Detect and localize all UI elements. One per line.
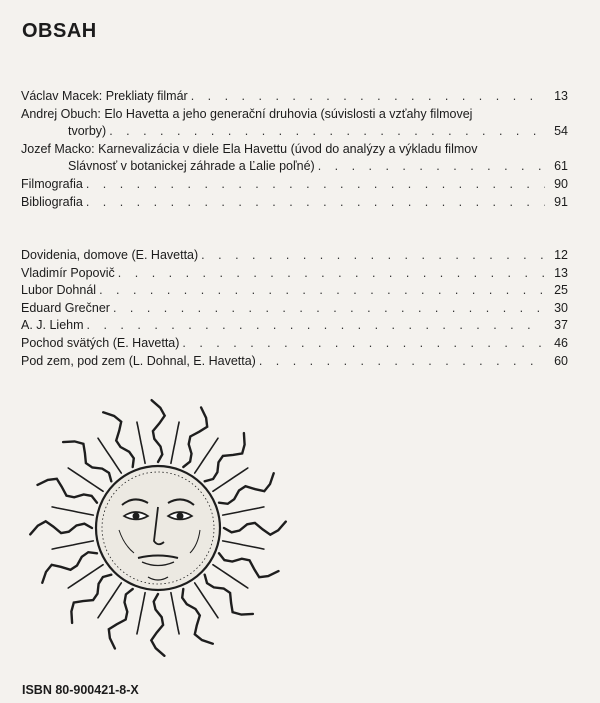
toc-entry-line	[21, 300, 568, 318]
toc-entry-title: Dovidenia, domove (E. Havetta)	[21, 248, 199, 262]
dot-leader	[201, 247, 545, 265]
toc-entry-line	[21, 353, 568, 371]
toc-entry	[21, 353, 568, 371]
dot-leader	[86, 176, 545, 194]
toc-entry-title: Slávnosť v botanickej záhrade a Ľalie poľné)	[68, 159, 315, 174]
dot-leader	[191, 88, 545, 106]
toc-entry-line	[21, 247, 568, 265]
page-title: OBSAH	[22, 20, 97, 42]
dot-leader	[318, 158, 545, 176]
toc-main-list	[21, 88, 568, 211]
toc-entry	[21, 247, 568, 265]
toc-entry	[21, 88, 568, 106]
toc-page-number: 30	[554, 300, 568, 315]
toc-entry-title: Lubor Dohnál	[21, 283, 97, 298]
toc-entry-title: Bibliografia	[21, 194, 83, 209]
toc-entry-line	[21, 158, 568, 176]
toc-entry	[21, 265, 568, 283]
toc-entry-title: Pochod svätých (E. Havetta)	[21, 335, 180, 350]
toc-entry-title: Andrej Obuch: Elo Havetta a jeho generační druhovia (súvislosti a vzťahy filmovej	[21, 106, 473, 121]
toc-entry	[21, 300, 568, 318]
toc-page-number: 37	[554, 318, 568, 333]
toc-entry-title: Jozef Macko: Karnevalizácia v diele Ela Havettu (úvod do analýzy a výkladu filmov	[21, 141, 478, 156]
toc-entry-title: Vladimír Popovič	[21, 265, 115, 280]
toc-entry	[21, 317, 568, 335]
dot-leader	[118, 265, 545, 283]
dot-leader	[113, 300, 545, 318]
toc-page-number: 60	[554, 353, 568, 368]
toc-page-number: 54	[554, 124, 568, 139]
toc-entry	[21, 176, 568, 194]
toc-entry	[21, 282, 568, 300]
toc-entry	[21, 141, 568, 176]
toc-page-number: 13	[554, 89, 568, 103]
toc-entry-line	[21, 335, 568, 353]
toc-page-number: 46	[554, 335, 568, 350]
toc-entry-line	[21, 317, 568, 335]
toc-page-number: 13	[554, 265, 568, 280]
toc-entry-line	[21, 106, 568, 124]
toc-entry-line	[21, 194, 568, 212]
toc-entry-line	[21, 123, 568, 141]
toc-entry-title: A. J. Liehm	[21, 318, 84, 333]
toc-page-number: 91	[554, 194, 568, 209]
toc-entry-line	[21, 88, 568, 106]
toc-page-number: 25	[554, 283, 568, 298]
toc-secondary-list	[21, 247, 568, 370]
toc-entry-title: Filmografia	[21, 176, 83, 191]
toc-entry	[21, 335, 568, 353]
toc-entry-title: Václav Macek: Prekliaty filmár	[21, 89, 188, 103]
dot-leader	[182, 335, 545, 353]
dot-leader	[86, 194, 545, 212]
toc-entry	[21, 106, 568, 141]
dot-leader	[109, 123, 545, 141]
toc-page-number: 12	[554, 248, 568, 262]
dot-leader	[87, 317, 545, 335]
toc-entry-line	[21, 282, 568, 300]
toc-entry-line	[21, 176, 568, 194]
toc-entry-title: Pod zem, pod zem (L. Dohnal, E. Havetta)	[21, 353, 256, 368]
toc-entry-title: tvorby)	[68, 124, 107, 139]
toc-entry-title: Eduard Grečner	[21, 300, 110, 315]
toc-page-number: 90	[554, 176, 568, 191]
toc-entry-line	[21, 265, 568, 283]
dot-leader	[259, 353, 545, 371]
toc-entry	[21, 194, 568, 212]
isbn: ISBN 80-900421-8-X	[22, 683, 139, 697]
sun-face-icon	[22, 395, 294, 657]
dot-leader	[99, 282, 545, 300]
toc-page-number: 61	[554, 159, 568, 174]
toc-entry-line	[21, 141, 568, 159]
